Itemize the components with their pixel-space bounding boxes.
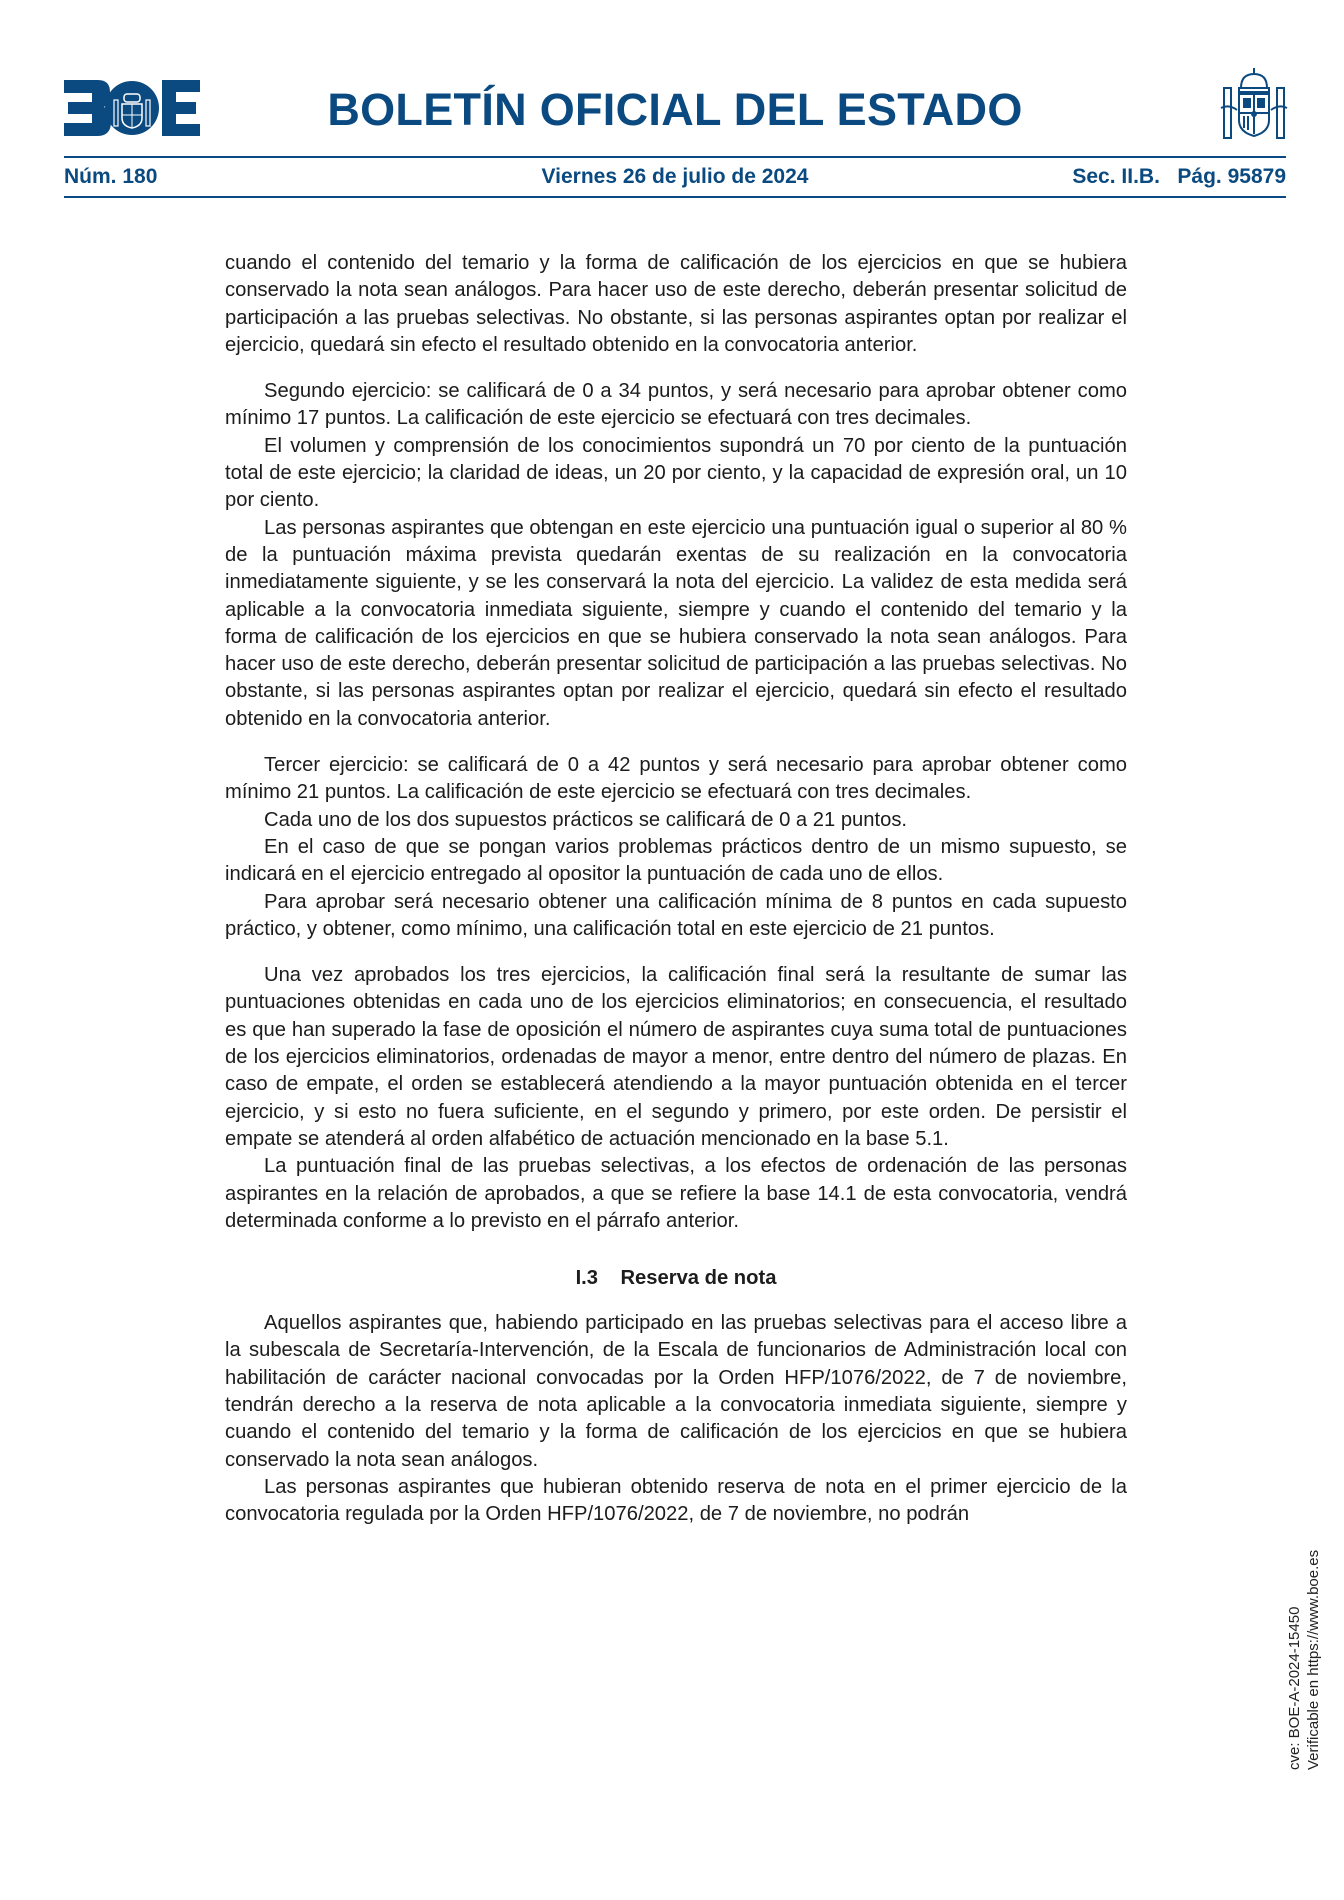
section-heading: I.3 Reserva de nota: [575, 1267, 777, 1290]
paragraph: Las personas aspirantes que hubieran obtenido reserva de nota en el primer ejercicio de la convocatoria regulada por la Orden HFP/1076/2022, de 7 de noviembre, no podrán: [225, 1475, 1127, 1526]
cve-code: cve: BOE-A-2024-15450: [1286, 1606, 1303, 1770]
issue-date: Viernes 26 de julio de 2024: [541, 165, 809, 188]
page-header: [64, 78, 1286, 138]
paragraph: Aquellos aspirantes que, habiendo participado en las pruebas selectivas para el acceso libre a la subescala de Secretaría-Intervención, de la Escala de funcionarios de Administración local con habilitación de carácter nacional convocadas por la Orden HFP/1076/2022, de 7 de noviembre, tendrán derecho a la reserva de nota aplicable a la convocatoria inmediata siguiente, siempre y cuando el contenido del temario y la forma de calificación de los ejercicios en que se hubiera conservado la nota sean análogos.: [225, 1312, 1127, 1471]
paragraph: En el caso de que se pongan varios problemas prácticos dentro de un mismo supuesto, se indicará en el ejercicio entregado al opositor la puntuación de cada uno de ellos.: [225, 835, 1127, 886]
issue-number: Núm. 180: [64, 165, 158, 188]
paragraph: Para aprobar será necesario obtener una calificación mínima de 8 puntos en cada supuesto práctico, y obtener, como mínimo, una calificación total en este ejercicio de 21 puntos.: [225, 890, 1127, 940]
header-rule-bottom: [64, 196, 1286, 198]
paragraph: Una vez aprobados los tres ejercicios, la calificación final será la resultante de sumar las puntuaciones obtenidas en cada uno de los ejercicios eliminatorios; en consecuencia, el resultado es que han superado la fase de oposición el número de aspirantes cuya suma total de puntuaciones de los ejercicios eliminatorios, ordenadas de mayor a menor, entre dentro del número de plazas. En caso de empate, el orden se establecerá atendiendo a la mayor puntuación obtenida en el tercer ejercicio, y si esto no fuera suficiente, en el segundo y primero, por este orden. De persistir el empate se atenderá al orden alfabético de actuación mencionado en la base 5.1.: [225, 964, 1127, 1150]
paragraph: Las personas aspirantes que obtengan en este ejercicio una puntuación igual o superior al 80 % de la puntuación máxima prevista quedarán exentas de su realización en la convocatoria inmediatamente siguiente, y se les conservará la nota del ejercicio. La validez de esta medida será aplicable a la convocatoria inmediata siguiente, siempre y cuando el contenido del temario y la forma de calificación de los ejercicios en que se hubiera conservado la nota sean análogos. Para hacer uso de este derecho, deberán presentar solicitud de participación a las pruebas selectivas. No obstante, si las personas aspirantes optan por realizar el ejercicio, quedará sin efecto el resultado obtenido en la convocatoria anterior.: [225, 516, 1127, 730]
coat-of-arms-icon: [1219, 68, 1289, 144]
paragraph: El volumen y comprensión de los conocimientos supondrá un 70 por ciento de la puntuación total de este ejercicio; la claridad de ideas, un 20 por ciento, y la capacidad de expresión oral, un 10 por ciento.: [225, 434, 1127, 512]
paragraph: cuando el contenido del temario y la forma de calificación de los ejercicios en que se hubiera conservado la nota sean análogos. Para hacer uso de este derecho, deberán presentar solicitud de participación a las pruebas selectivas. No obstante, si las personas aspirantes optan por realizar el ejercicio, quedará sin efecto el resultado obtenido en la convocatoria anterior.: [225, 252, 1127, 356]
page-title: BOLETÍN OFICIAL DEL ESTADO: [327, 84, 1023, 135]
verification-note: [1285, 1550, 1323, 1770]
document-body: [225, 250, 1127, 1528]
paragraph: Tercer ejercicio: se calificará de 0 a 42 puntos y será necesario para aprobar obtener como mínimo 21 puntos. La calificación de este ejercicio se efectuará con tres decimales.: [225, 754, 1127, 804]
section-page: Sec. II.B. Pág. 95879: [1072, 165, 1286, 188]
verification-link[interactable]: Verificable en https://www.boe.es: [1305, 1549, 1322, 1770]
header-meta: [64, 165, 1286, 191]
header-rule-top: [64, 156, 1286, 158]
paragraph: Segundo ejercicio: se calificará de 0 a 34 puntos, y será necesario para aprobar obtener como mínimo 17 puntos. La calificación de este ejercicio se efectuará con tres decimales.: [225, 380, 1127, 430]
paragraph: La puntuación final de las pruebas selectivas, a los efectos de ordenación de las personas aspirantes en la relación de aprobados, a que se refiere la base 14.1 de esta convocatoria, vendrá determinada conforme a lo previsto en el párrafo anterior.: [225, 1155, 1127, 1232]
paragraph: Cada uno de los dos supuestos prácticos se calificará de 0 a 21 puntos.: [264, 808, 908, 831]
